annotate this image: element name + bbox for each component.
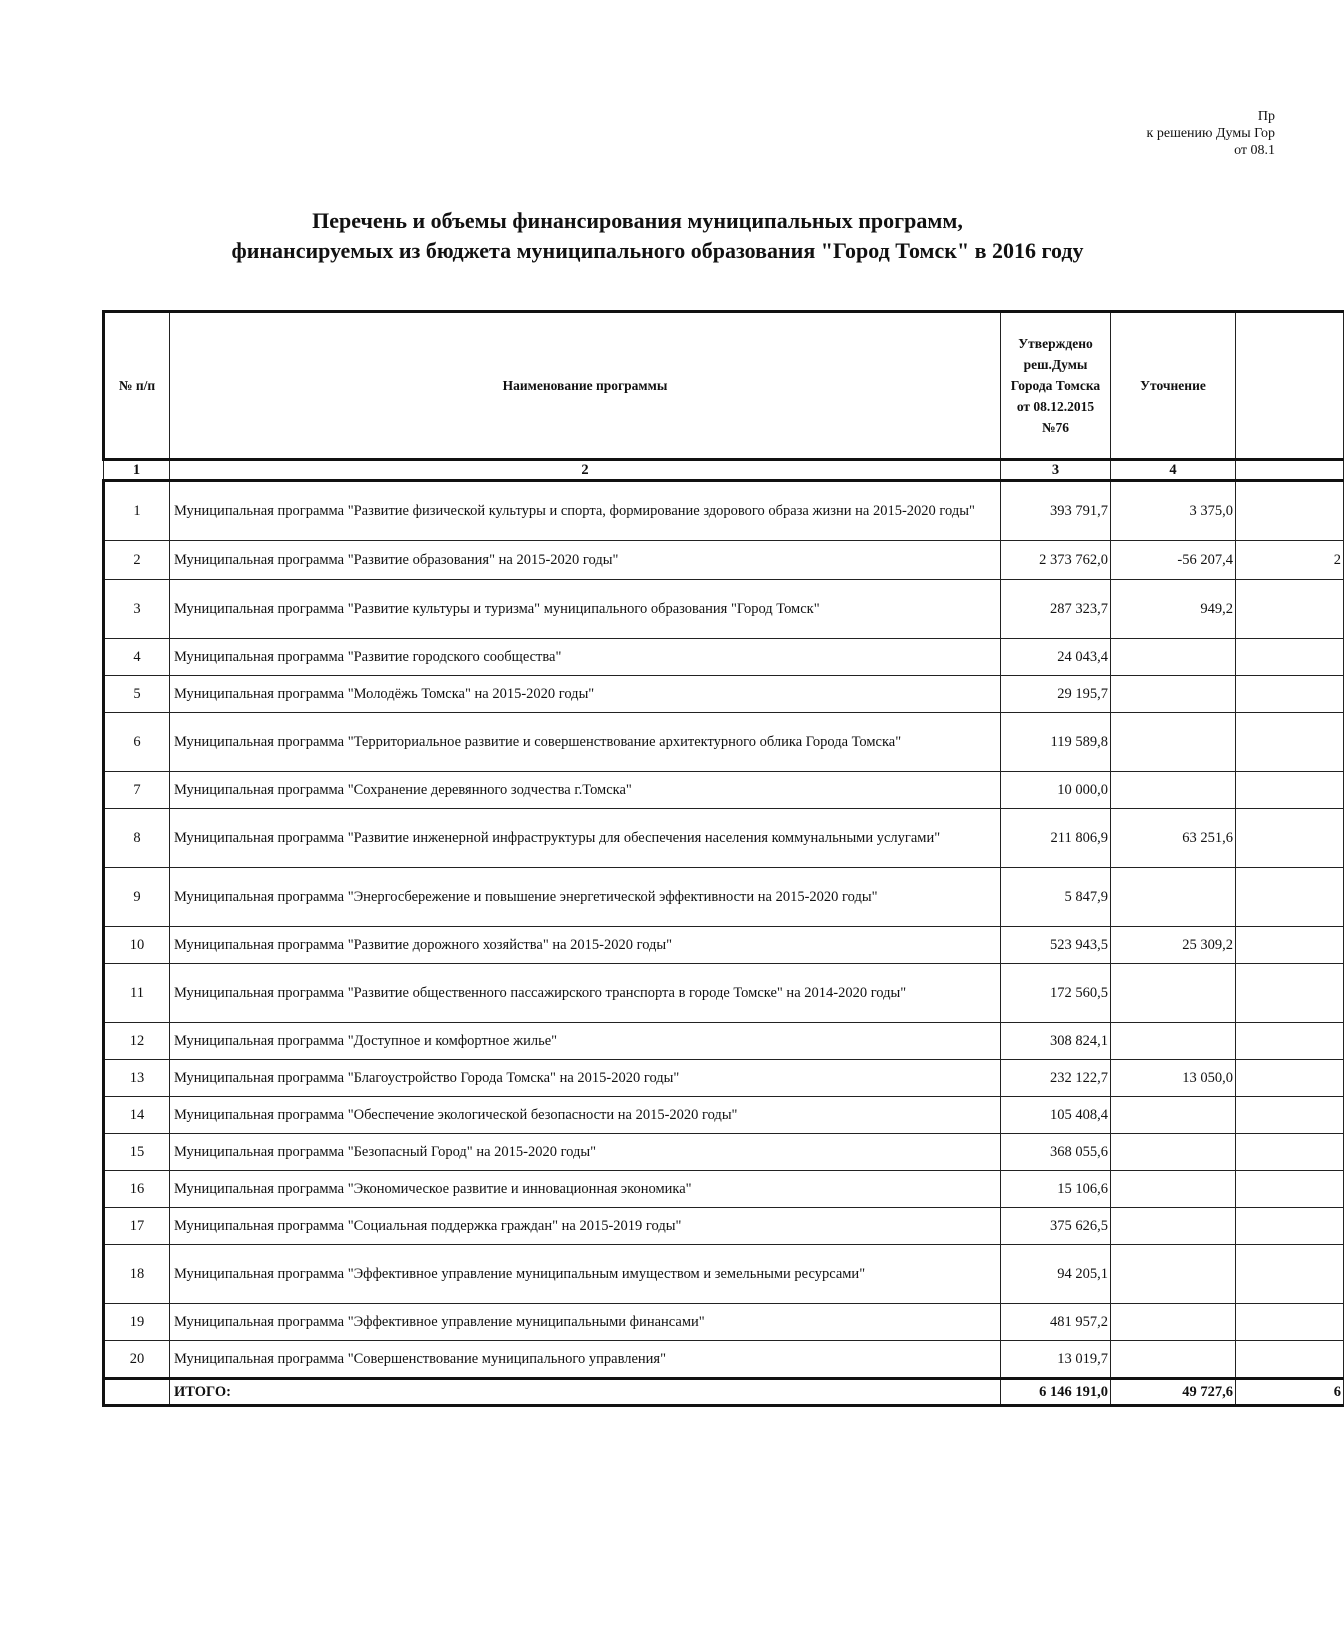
approved-amount: 172 560,5 <box>1001 964 1111 1023</box>
table-row <box>104 1304 1344 1341</box>
program-name: Муниципальная программа "Развитие дорожного хозяйства" на 2015-2020 годы" <box>170 927 1001 964</box>
header-next <box>1236 312 1344 460</box>
program-name: Муниципальная программа "Молодёжь Томска" на 2015-2020 годы" <box>170 676 1001 713</box>
row-number: 8 <box>104 809 170 868</box>
header-name: Наименование программы <box>170 312 1001 460</box>
program-name: Муниципальная программа "Энергосбережение и повышение энергетической эффективности на 2015-2020 годы" <box>170 868 1001 927</box>
table-row <box>104 1245 1344 1304</box>
next-column-value <box>1236 809 1344 868</box>
program-name: Муниципальная программа "Развитие городского сообщества" <box>170 639 1001 676</box>
row-number: 1 <box>104 481 170 541</box>
total-label: ИТОГО: <box>170 1379 1001 1406</box>
approved-amount: 308 824,1 <box>1001 1023 1111 1060</box>
table-row <box>104 1341 1344 1379</box>
clarification-amount <box>1111 676 1236 713</box>
clarification-amount: 949,2 <box>1111 580 1236 639</box>
row-number: 10 <box>104 927 170 964</box>
next-column-value <box>1236 676 1344 713</box>
approved-amount: 15 106,6 <box>1001 1171 1111 1208</box>
row-number: 9 <box>104 868 170 927</box>
next-column-value <box>1236 639 1344 676</box>
appendix-line-3: от 08.1 <box>1234 143 1275 158</box>
program-name: Муниципальная программа "Сохранение деревянного зодчества г.Томска" <box>170 772 1001 809</box>
approved-amount: 2 373 762,0 <box>1001 541 1111 580</box>
clarification-amount: 13 050,0 <box>1111 1060 1236 1097</box>
approved-amount: 5 847,9 <box>1001 868 1111 927</box>
row-number: 5 <box>104 676 170 713</box>
next-column-value <box>1236 713 1344 772</box>
row-number: 3 <box>104 580 170 639</box>
row-number: 19 <box>104 1304 170 1341</box>
table-row <box>104 580 1344 639</box>
approved-amount: 10 000,0 <box>1001 772 1111 809</box>
row-number: 18 <box>104 1245 170 1304</box>
column-number-row <box>104 460 1344 481</box>
clarification-amount <box>1111 868 1236 927</box>
program-name: Муниципальная программа "Безопасный Город" на 2015-2020 годы" <box>170 1134 1001 1171</box>
approved-amount: 119 589,8 <box>1001 713 1111 772</box>
next-column-value <box>1236 1208 1344 1245</box>
program-name: Муниципальная программа "Социальная поддержка граждан" на 2015-2019 годы" <box>170 1208 1001 1245</box>
programs-table-container <box>102 310 1341 1407</box>
program-name: Муниципальная программа "Обеспечение экологической безопасности на 2015-2020 годы" <box>170 1097 1001 1134</box>
title-line-1: Перечень и объемы финансирования муниципальных программ, <box>312 208 963 233</box>
approved-amount: 105 408,4 <box>1001 1097 1111 1134</box>
row-number: 4 <box>104 639 170 676</box>
program-name: Муниципальная программа "Развитие образования" на 2015-2020 годы" <box>170 541 1001 580</box>
next-column-value <box>1236 1060 1344 1097</box>
total-approved: 6 146 191,0 <box>1001 1379 1111 1406</box>
approved-amount: 375 626,5 <box>1001 1208 1111 1245</box>
table-row <box>104 639 1344 676</box>
next-column-value <box>1236 1341 1344 1379</box>
table-row <box>104 713 1344 772</box>
program-name: Муниципальная программа "Территориальное развитие и совершенствование архитектурного облика Города Томска" <box>170 713 1001 772</box>
approved-amount: 94 205,1 <box>1001 1245 1111 1304</box>
clarification-amount <box>1111 1097 1236 1134</box>
clarification-amount <box>1111 1023 1236 1060</box>
table-row <box>104 927 1344 964</box>
table-row <box>104 809 1344 868</box>
row-number: 12 <box>104 1023 170 1060</box>
next-column-value <box>1236 1134 1344 1171</box>
next-column-value <box>1236 1245 1344 1304</box>
next-column-value <box>1236 964 1344 1023</box>
table-header-row <box>104 312 1344 460</box>
clarification-amount <box>1111 1341 1236 1379</box>
program-name: Муниципальная программа "Эффективное управление муниципальным имуществом и земельными ресурсами" <box>170 1245 1001 1304</box>
colnum-1: 1 <box>104 460 170 481</box>
program-name: Муниципальная программа "Развитие инженерной инфраструктуры для обеспечения населения коммунальными услугами" <box>170 809 1001 868</box>
row-number: 15 <box>104 1134 170 1171</box>
total-num <box>104 1379 170 1406</box>
approved-amount: 368 055,6 <box>1001 1134 1111 1171</box>
next-column-value <box>1236 580 1344 639</box>
table-row <box>104 676 1344 713</box>
next-column-value <box>1236 772 1344 809</box>
approved-amount: 13 019,7 <box>1001 1341 1111 1379</box>
row-number: 2 <box>104 541 170 580</box>
table-row <box>104 964 1344 1023</box>
next-column-value <box>1236 927 1344 964</box>
clarification-amount <box>1111 772 1236 809</box>
approved-amount: 523 943,5 <box>1001 927 1111 964</box>
row-number: 20 <box>104 1341 170 1379</box>
next-column-value <box>1236 481 1344 541</box>
approved-amount: 24 043,4 <box>1001 639 1111 676</box>
approved-amount: 393 791,7 <box>1001 481 1111 541</box>
appendix-line-1: Пр <box>1257 109 1275 124</box>
row-number: 7 <box>104 772 170 809</box>
row-number: 17 <box>104 1208 170 1245</box>
clarification-amount <box>1111 1245 1236 1304</box>
title-line-2: финансируемых из бюджета муниципального образования "Город Томск" в 2016 году <box>231 238 1084 263</box>
approved-amount: 232 122,7 <box>1001 1060 1111 1097</box>
programs-table <box>102 310 1344 1407</box>
table-row <box>104 1023 1344 1060</box>
clarification-amount <box>1111 639 1236 676</box>
next-column-value <box>1236 1097 1344 1134</box>
clarification-amount <box>1111 713 1236 772</box>
colnum-2: 2 <box>170 460 1001 481</box>
clarification-amount: 3 375,0 <box>1111 481 1236 541</box>
program-name: Муниципальная программа "Совершенствование муниципального управления" <box>170 1341 1001 1379</box>
appendix-reference <box>1025 108 1275 159</box>
table-row <box>104 868 1344 927</box>
row-number: 14 <box>104 1097 170 1134</box>
clarification-amount: -56 207,4 <box>1111 541 1236 580</box>
clarification-amount <box>1111 1134 1236 1171</box>
approved-amount: 211 806,9 <box>1001 809 1111 868</box>
approved-amount: 481 957,2 <box>1001 1304 1111 1341</box>
table-row <box>104 481 1344 541</box>
table-row <box>104 541 1344 580</box>
program-name: Муниципальная программа "Развитие общественного пассажирского транспорта в городе Томске" на 2014-2020 годы" <box>170 964 1001 1023</box>
next-column-value <box>1236 1023 1344 1060</box>
row-number: 6 <box>104 713 170 772</box>
program-name: Муниципальная программа "Благоустройство Города Томска" на 2015-2020 годы" <box>170 1060 1001 1097</box>
total-clarification: 49 727,6 <box>1111 1379 1236 1406</box>
colnum-3: 3 <box>1001 460 1111 481</box>
next-column-value: 2 <box>1236 541 1344 580</box>
total-row <box>104 1379 1344 1406</box>
colnum-5 <box>1236 460 1344 481</box>
clarification-amount <box>1111 1171 1236 1208</box>
program-name: Муниципальная программа "Экономическое развитие и инновационная экономика" <box>170 1171 1001 1208</box>
header-approved: Утверждено реш.Думы Города Томска от 08.12.2015 №76 <box>1001 312 1111 460</box>
table-row <box>104 772 1344 809</box>
table-row <box>104 1134 1344 1171</box>
approved-amount: 287 323,7 <box>1001 580 1111 639</box>
clarification-amount: 25 309,2 <box>1111 927 1236 964</box>
clarification-amount <box>1111 1208 1236 1245</box>
table-row <box>104 1060 1344 1097</box>
row-number: 11 <box>104 964 170 1023</box>
colnum-4: 4 <box>1111 460 1236 481</box>
table-row <box>104 1208 1344 1245</box>
document-title <box>0 206 1275 266</box>
table-row <box>104 1171 1344 1208</box>
header-clarification: Уточнение <box>1111 312 1236 460</box>
next-column-value <box>1236 1304 1344 1341</box>
row-number: 16 <box>104 1171 170 1208</box>
program-name: Муниципальная программа "Эффективное управление муниципальными финансами" <box>170 1304 1001 1341</box>
row-number: 13 <box>104 1060 170 1097</box>
program-name: Муниципальная программа "Развитие культуры и туризма" муниципального образования "Город Томск" <box>170 580 1001 639</box>
table-row <box>104 1097 1344 1134</box>
next-column-value <box>1236 868 1344 927</box>
next-column-value <box>1236 1171 1344 1208</box>
clarification-amount <box>1111 964 1236 1023</box>
total-next: 6 <box>1236 1379 1344 1406</box>
program-name: Муниципальная программа "Развитие физической культуры и спорта, формирование здорового образа жизни на 2015-2020 годы" <box>170 481 1001 541</box>
appendix-line-2: к решению Думы Гор <box>1146 126 1275 141</box>
approved-amount: 29 195,7 <box>1001 676 1111 713</box>
program-name: Муниципальная программа "Доступное и комфортное жилье" <box>170 1023 1001 1060</box>
clarification-amount: 63 251,6 <box>1111 809 1236 868</box>
header-num: № п/п <box>104 312 170 460</box>
clarification-amount <box>1111 1304 1236 1341</box>
